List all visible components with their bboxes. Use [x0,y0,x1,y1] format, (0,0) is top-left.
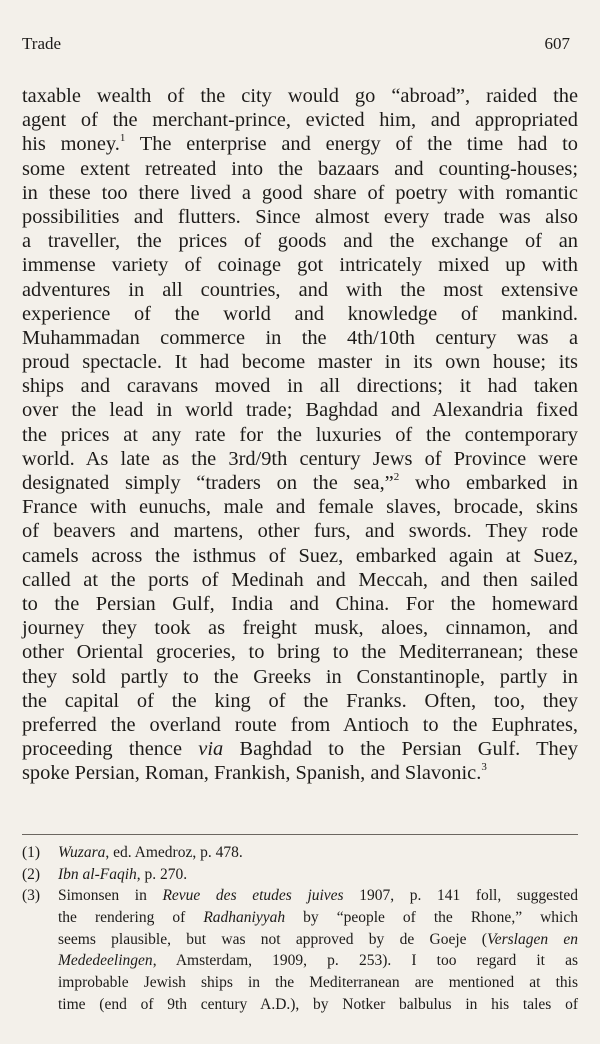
text-line: taxable wealth of the city would go “abroad”, raided the [22,85,578,107]
footnote-rule [22,834,578,835]
footnote-1: (1) Wuzara, ed. Amedroz, p. 478. [22,844,243,861]
text-line: over the lead in world trade; Baghdad and Alexandria fixed [22,399,578,422]
text-line: experience of the world and knowledge of mankind. [22,302,578,325]
text-line: agent of the merchant-prince, evicted him, and appropriated [22,109,578,132]
text-line: preferred the overland route from Antioch to the Euphrates, [22,713,578,736]
text-line: proud spectacle. It had become master in its own house; its [22,351,578,374]
text-line: some extent retreated into the bazaars and counting-houses; [22,157,578,180]
running-head [22,34,570,54]
footnote-3-line: the rendering of Radhaniyyah by “people of the Rhone,” which [58,909,578,927]
body-text [22,84,578,785]
text-line: camels across the isthmus of Suez, embarked again at Suez, [22,544,578,567]
footnote-3-line: improbable Jewish ships in the Mediterranean are mentioned at this [58,974,578,992]
footnotes [22,842,578,1016]
text-line: to the Persian Gulf, India and China. For the homeward [22,592,578,615]
text-line: immense variety of coinage got intricately mixed up with [22,254,578,277]
text-line: called at the ports of Medinah and Meccah, and then sailed [22,568,578,591]
text-line: Muhammadan commerce in the 4th/10th century was a [22,326,578,349]
page-number: 607 [544,34,570,53]
text-line: France with eunuchs, male and female slaves, brocade, skins [22,496,578,519]
text-line: a traveller, the prices of goods and the exchange of an [22,230,578,253]
footnote-3-line: Mededeelingen, Amsterdam, 1909, p. 253). I too regard it as [58,952,578,970]
text-line: world. As late as the 3rd/9th century Jews of Province were [22,447,578,470]
text-line: adventures in all countries, and with the most extensive [22,278,578,301]
text-line: they sold partly to the Greeks in Constantinople, partly in [22,665,578,688]
text-line: his money.$^1$ The enterprise and energy of the time had to [22,132,578,156]
text-line: ships and caravans moved in all directions; it had taken [22,375,578,398]
chapter-title: Trade [22,34,62,53]
footnote-ref: 3 [481,761,487,774]
text-line: the prices at any rate for the luxuries of the contemporary [22,423,578,446]
footnote-ref: 2 [393,471,400,483]
text-line: proceeding thence via Baghdad to the Persian Gulf. They [22,738,578,761]
text-line: spoke Persian, Roman, Frankish, Spanish, and Slavonic.$^3$ [22,761,487,785]
footnote-2: (2) Ibn al-Faqih, p. 270. [22,865,188,883]
footnote-3-line: time (end of 9th century A.D.), by Notker balbulus in his tales of [58,995,578,1013]
text-line: designated simply “traders on the sea,”$^2$ who embarked in [22,471,578,494]
footnote-3-line: seems plausible, but was not approved by de Goeje (Verslagen en [58,930,578,948]
text-line: in these too there lived a good share of poetry with romantic [22,181,578,204]
text-line: other Oriental groceries, to bring to the Mediterranean; these [22,641,578,664]
footnote-ref: 1 [119,132,126,145]
text-line: journey they took as freight musk, aloes, cinnamon, and [22,617,578,640]
footnote-3: (3) Simonsen in Revue des etudes juives 1907, p. 141 foll, suggested [22,887,578,905]
text-line: of beavers and martens, other furs, and swords. They rode [22,520,578,543]
text-line: possibilities and flutters. Since almost every trade was also [22,205,578,228]
text-line: the capital of the king of the Franks. Often, too, they [22,689,578,712]
